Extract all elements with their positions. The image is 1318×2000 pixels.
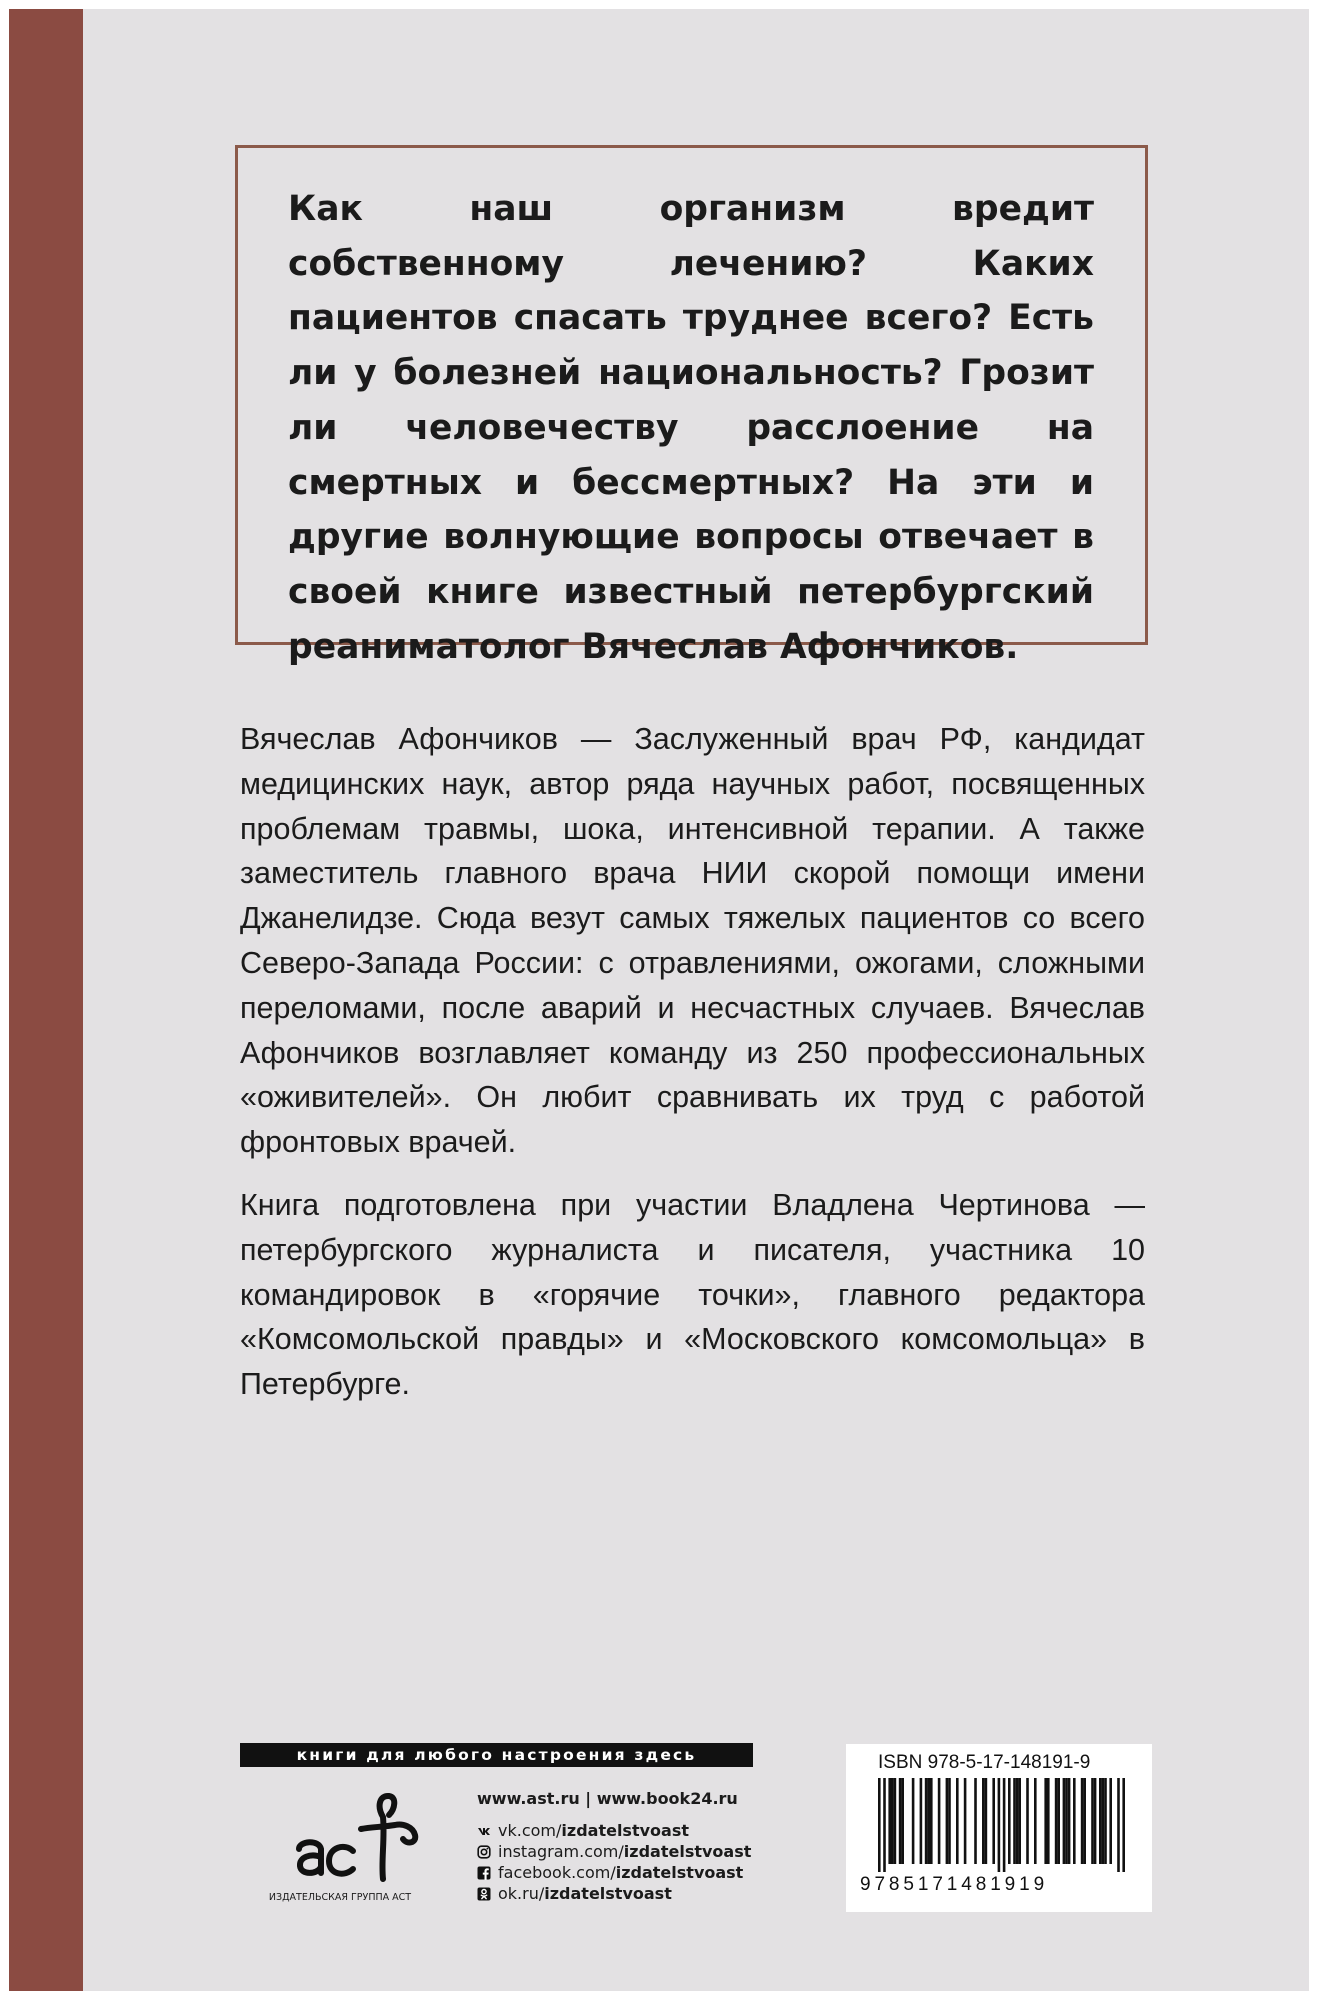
social-link-facebook[interactable]	[477, 1862, 751, 1883]
instagram-handle: izdatelstvoast	[623, 1842, 752, 1861]
publisher-links	[477, 1789, 751, 1904]
barcode-bar	[1117, 1778, 1120, 1872]
website-links[interactable]: www.ast.ru | www.book24.ru	[477, 1789, 738, 1808]
instagram-icon	[477, 1845, 491, 1859]
barcode-bar	[985, 1778, 988, 1864]
barcode-bar	[1057, 1778, 1060, 1864]
barcode-bar	[878, 1778, 881, 1872]
barcode-bar	[1003, 1778, 1006, 1872]
barcode-bar	[1068, 1778, 1071, 1864]
instagram-prefix: instagram.com/	[498, 1842, 624, 1861]
coauthor-paragraph: Книга подготовлена при участии Владлена Чертинова — петербургского журналиста и писателя, участника 10 командировок в «горячие точки», главного редактора «Комсомольской правды» и «Московского комсомольца» в Петербурге.	[240, 1187, 1145, 1402]
ast-logo	[291, 1787, 423, 1887]
barcode-bar	[891, 1778, 894, 1864]
barcode-bar	[1099, 1778, 1102, 1864]
barcode-bar	[1026, 1778, 1029, 1864]
social-link-vk[interactable]	[477, 1820, 751, 1841]
barcode-bar	[930, 1778, 933, 1864]
slogan-banner: книги для любого настроения здесь	[240, 1743, 753, 1767]
barcode-bar	[901, 1778, 904, 1864]
barcode-digits: 9785171481919	[860, 1874, 1049, 1895]
barcode-bar	[1013, 1778, 1016, 1864]
barcode	[878, 1778, 1126, 1872]
barcode-bar	[948, 1778, 951, 1864]
barcode-bar	[992, 1778, 995, 1864]
barcode-bar	[982, 1778, 985, 1864]
barcode-bar	[1034, 1778, 1037, 1864]
barcode-bar	[1018, 1778, 1021, 1864]
barcode-bar	[888, 1778, 891, 1864]
barcode-bar	[1008, 1778, 1011, 1864]
barcode-bar	[894, 1778, 897, 1864]
isbn-label: ISBN 978-5-17-148191-9	[878, 1752, 1091, 1773]
barcode-bar	[1047, 1778, 1050, 1864]
barcode-bar	[1073, 1778, 1076, 1864]
isbn-block	[846, 1744, 1152, 1912]
barcode-bar	[1055, 1778, 1058, 1864]
barcode-bar	[1091, 1778, 1094, 1864]
spine-stripe	[9, 9, 83, 1991]
barcode-bar	[925, 1778, 928, 1864]
author-description	[240, 717, 1145, 1425]
barcode-bar	[974, 1778, 977, 1864]
vk-prefix: vk.com/	[498, 1821, 562, 1840]
barcode-bar	[1122, 1778, 1125, 1872]
vk-icon	[477, 1824, 491, 1838]
barcode-bar	[912, 1778, 915, 1864]
barcode-bar	[927, 1778, 930, 1864]
barcode-bar	[1044, 1778, 1047, 1864]
barcode-bar	[964, 1778, 967, 1864]
barcode-bar	[883, 1778, 886, 1872]
vk-handle: izdatelstvoast	[561, 1821, 689, 1840]
barcode-bar	[1083, 1778, 1086, 1864]
author-bio-paragraph: Вячеслав Афончиков — Заслуженный врач РФ, кандидат медицинских наук, автор ряда научных работ, посвященных проблемам травмы, шока, интенсивной терапии. А также заместитель главного врача НИИ скорой помощи имени Джанелидзе. Сюда везут самых тяжелых пациентов со всего Северо-Запада России: с отравлениями, ожогами, сложными переломами, после аварий и несчастных случаев. Вячеслав Афончиков возглавляет команду из 250 профессиональных «оживителей». Он любит сравнивать их труд с работой фронтовых врачей.	[240, 722, 1145, 1160]
annotation-text: Как наш организм вредит собственному лечению? Каких пациентов спасать труднее всего? Есть ли у болезней национальность? Грозит ли человечеству расслоение на смертных и бессмертных? На эти и другие волнующие вопросы отвечает в своей книге известный петербургский реаниматолог Вячеслав Афончиков.	[288, 189, 1094, 667]
odnoklassniki-prefix: ok.ru/	[498, 1884, 545, 1903]
odnoklassniki-icon	[477, 1887, 491, 1901]
odnoklassniki-handle: izdatelstvoast	[544, 1884, 672, 1903]
social-link-instagram[interactable]	[477, 1841, 751, 1862]
barcode-bar	[1094, 1778, 1097, 1864]
barcode-bar	[938, 1778, 941, 1864]
social-link-odnoklassniki[interactable]	[477, 1883, 751, 1904]
facebook-prefix: facebook.com/	[498, 1863, 616, 1882]
facebook-icon	[477, 1866, 491, 1880]
barcode-bar	[1063, 1778, 1066, 1864]
barcode-bar	[946, 1778, 949, 1864]
barcode-bar	[998, 1778, 1001, 1872]
barcode-bar	[1081, 1778, 1084, 1864]
barcode-bar	[899, 1778, 902, 1864]
annotation-frame	[235, 145, 1148, 667]
barcode-bar	[1016, 1778, 1019, 1864]
barcode-bar	[1109, 1778, 1112, 1864]
facebook-handle: izdatelstvoast	[615, 1863, 744, 1882]
barcode-bar	[1065, 1778, 1068, 1864]
book-back-cover	[9, 9, 1309, 1991]
barcode-bar	[1104, 1778, 1107, 1864]
barcode-bar	[1102, 1778, 1105, 1864]
publisher-caption: ИЗДАТЕЛЬСКАЯ ГРУППА АСТ	[268, 1892, 412, 1903]
barcode-bar	[956, 1778, 959, 1864]
barcode-bar	[920, 1778, 923, 1864]
